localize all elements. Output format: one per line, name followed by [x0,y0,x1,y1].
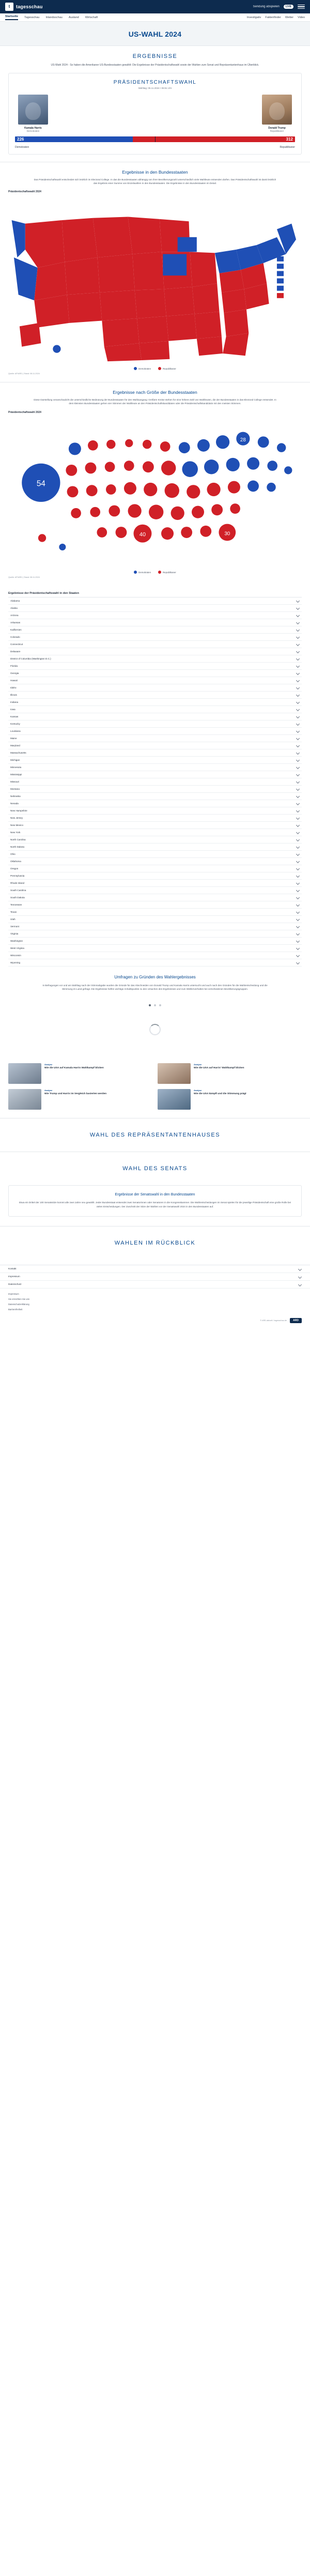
president-title: PRÄSIDENTSCHAFTSWAHL [113,79,197,85]
president-card-head [9,73,301,93]
chevron-down-icon [297,867,300,870]
survey-text: In Befragungen vor und am Wahltag nach der Stimmabgabe wurden die Gründe für das Abschneiden von Donald Trump und Kamala Harris untersucht und auch nach den Gründen für die Wahlentscheidung und die Stimmung im Land gefragt. Die Ergebnisse helfen wichtige Anhaltspunkte zu den Ursachen des Ergebnisses und zum Wählerverhalten bei verschiedenen Bevölkerungsgruppen. [42,984,268,991]
state-label: Vermont [10,925,20,928]
state-label: Wyoming [10,961,21,964]
states-map-block [0,162,310,382]
footer-link-datenschutz[interactable]: Datenschutzerklärung [8,1302,29,1306]
legend-bubble-rep: Republikaner [158,571,176,574]
state-row[interactable] [8,938,302,945]
teaser-kicker: Analyse [44,1063,53,1066]
carousel-dot[interactable] [159,1004,161,1006]
states-map-source: Quelle: AP/ARD | Stand: 08.11.2024 [8,373,40,375]
states-accordion-title: Ergebnisse der Präsidentschaftswahl in den Staaten [8,591,79,595]
state-row[interactable] [8,872,302,880]
chevron-down-icon [297,896,300,899]
chevron-down-icon [297,664,300,667]
svg-text:28: 28 [240,437,246,443]
state-label: Maryland [10,744,20,747]
brand-logo[interactable] [5,3,43,11]
state-label: Maine [10,737,17,740]
states-accordion [8,597,302,967]
state-row[interactable] [8,670,302,677]
chevron-down-icon [297,729,300,732]
state-label: Kentucky [10,722,20,725]
chevron-down-icon [297,910,300,913]
bubble-map-block [0,382,310,586]
bubble-map-caption: Präsidentschaftswahl 2024 [8,410,41,414]
chevron-down-icon [297,903,300,906]
state-label: Alabama [10,599,20,602]
electoral-bar-rep-value: 312 [286,136,293,142]
state-row[interactable] [8,909,302,916]
svg-text:54: 54 [36,479,45,488]
chevron-down-icon [297,925,300,928]
chevron-down-icon [297,758,300,761]
chevron-down-icon [297,932,300,935]
teaser-thumbnail [8,1063,41,1084]
state-label: Kansas [10,715,19,718]
brand-name: tagesschau [16,4,43,9]
teaser-card[interactable] [8,1063,152,1084]
footer [0,1265,310,1330]
live-badge[interactable]: LIVE [284,5,293,9]
retro-title: WAHLEN IM RÜCKBLICK [114,1239,196,1246]
state-row[interactable] [8,807,302,815]
state-row[interactable] [8,945,302,952]
chevron-down-icon [297,744,300,747]
chevron-down-icon [297,838,300,841]
chevron-down-icon [297,939,300,942]
state-row[interactable] [8,641,302,648]
chevron-down-icon [297,954,300,957]
state-label: Illinois [10,693,17,696]
nav-item-faktenfinder[interactable]: Faktenfinder [265,16,281,19]
state-row[interactable] [8,663,302,670]
states-map-legend [8,367,302,370]
senate-banner [0,1152,310,1185]
state-label: South Carolina [10,888,26,892]
state-label: Delaware [10,650,21,653]
nav-item-inlandsschau[interactable]: Inlandsschau [45,16,63,19]
chevron-down-icon [297,708,300,711]
state-label: North Carolina [10,838,26,841]
legend-rep: Republikaner [158,367,176,370]
results-title: ERGEBNISSE [132,53,178,59]
teaser-headline: Wie die USA auf Kamala Harris Wahlkampf blicken [44,1067,104,1070]
legend-dem: Demokraten [134,367,151,370]
candidate-trump[interactable] [258,95,296,132]
bubble-map-heading: Ergebnisse nach Größe der Bundesstaaten [113,390,197,395]
chevron-down-icon [297,642,300,646]
candidate-harris[interactable] [14,95,52,132]
house-banner [0,1118,310,1152]
state-label: Louisiana [10,729,21,732]
state-label: New York [10,831,21,834]
teaser-thumbnail [158,1063,191,1084]
state-row[interactable] [8,597,302,605]
states-map-caption: Präsidentschaftswahl 2024 [8,190,41,194]
footer-links [0,1289,310,1314]
state-label: Missouri [10,780,20,783]
state-row[interactable] [8,749,302,757]
chevron-down-icon [297,614,300,617]
logo-letter: t [8,4,10,9]
candidate-row [9,93,301,132]
state-row[interactable] [8,916,302,923]
chevron-down-icon [297,780,300,783]
teaser-kicker: Analyse [194,1063,202,1066]
chevron-down-icon [297,802,300,805]
state-row[interactable] [8,742,302,749]
state-row[interactable] [8,894,302,901]
state-row[interactable] [8,844,302,851]
state-row[interactable] [8,735,302,742]
chevron-down-icon [297,650,300,653]
chevron-down-icon [297,773,300,776]
nav-item-wirtschaft[interactable]: Wirtschaft [85,16,98,19]
state-label: Florida [10,664,18,667]
state-label: Ohio [10,852,16,855]
teaser-card[interactable] [158,1089,302,1110]
state-label: Arizona [10,614,19,617]
page-title: US-WAHL 2024 [128,30,182,38]
state-row[interactable] [8,699,302,706]
footer-link-barrierefreiheit[interactable]: Barrierefreiheit [8,1308,23,1311]
state-row[interactable] [8,887,302,894]
top-bar [0,0,310,13]
chevron-down-icon [297,823,300,826]
state-label: District of Columbia (Washington D.C.) [10,657,51,660]
bubble-map-legend [8,571,302,574]
teaser-headline: Wie Trump und Harris im Vergleich basierten werden [44,1093,107,1096]
state-row[interactable] [8,648,302,655]
chevron-down-icon [297,946,300,949]
chevron-down-icon [297,657,300,660]
chevron-down-icon [299,1267,302,1270]
state-row[interactable] [8,786,302,793]
state-row[interactable] [8,952,302,959]
state-row[interactable] [8,684,302,692]
footer-note: © ARD-aktuell / tagesschau.de [260,1319,287,1322]
chevron-down-icon [297,917,300,921]
survey-title: Umfragen zu Gründen des Wahlergebnisses [114,974,196,979]
chevron-down-icon [297,787,300,790]
footer-link-impressum[interactable]: Impressum [8,1292,19,1295]
footer-row[interactable] [0,1281,310,1289]
main-navigation [0,13,310,22]
chevron-down-icon [297,599,300,602]
logo-mark-icon [5,3,13,11]
state-label: Utah [10,917,16,921]
state-row[interactable] [8,923,302,930]
state-row[interactable] [8,778,302,786]
retro-banner [0,1226,310,1260]
state-label: Nebraska [10,794,21,798]
svg-text:40: 40 [139,531,146,538]
chevron-down-icon [297,737,300,740]
state-label: Oklahoma [10,860,21,863]
ard-logo[interactable]: ARD [290,1318,302,1323]
chevron-down-icon [297,831,300,834]
state-row[interactable] [8,612,302,619]
chevron-down-icon [297,621,300,624]
senate-info-card [8,1185,302,1216]
chevron-down-icon [297,888,300,892]
electoral-label-rep: Republikaner [280,145,295,149]
state-label: Washington [10,939,23,942]
state-label: South Dakota [10,896,25,899]
bubble-map-source: Quelle: AP/ARD | Stand: 08.11.2024 [8,576,40,578]
nav-item-video[interactable]: Video [298,16,305,19]
state-row[interactable] [8,706,302,713]
state-label: Rhode Island [10,881,25,884]
survey-block [0,967,310,1062]
state-row[interactable] [8,677,302,684]
state-row[interactable] [8,720,302,728]
state-label: Arkansas [10,621,21,624]
state-label: Massachusetts [10,751,26,754]
chevron-down-icon [297,809,300,812]
legend-bubble-dem: Demokraten [134,571,151,574]
chevron-down-icon [297,751,300,754]
state-label: Texas [10,910,17,913]
nav-item-investigativ[interactable]: Investigativ [246,16,261,19]
carousel-dot[interactable] [154,1004,156,1006]
candidate-party-trump: Republikaner [270,129,284,132]
state-label: New Hampshire [10,809,27,812]
chevron-down-icon [297,635,300,638]
chevron-down-icon [297,686,300,689]
state-row[interactable] [8,858,302,865]
nav-item-tagesschau[interactable]: Tagesschau [24,16,40,19]
footer-row-label: Datenschutz [8,1283,22,1286]
state-label: Pennsylvania [10,874,25,877]
state-row[interactable] [8,822,302,829]
footer-row-label: Impressum [8,1275,20,1278]
president-card [8,73,302,155]
teaser-card[interactable] [158,1063,302,1084]
chevron-down-icon [297,700,300,703]
chevron-down-icon [297,722,300,725]
candidate-photo-trump [262,95,292,125]
footer-row-label: Kontakt [8,1267,17,1270]
teaser-headline: Wie die USA kämpft und die Stimmung prägt [194,1093,246,1096]
state-label: Hawaii [10,679,18,682]
state-label: Kalifornien [10,628,22,631]
president-subtitle: Wahltag: 05.11.2024 • 06:51 Uhr [138,86,172,89]
state-row[interactable] [8,829,302,836]
majority-marker [155,136,156,142]
chevron-down-icon [297,852,300,855]
senate-info-title: Ergebnisse der Senatswahl in den Bundesstaaten [115,1193,195,1197]
electoral-bar [15,136,295,142]
teaser-kicker: Analyse [44,1089,53,1092]
candidate-party-harris: Demokraten [26,129,40,132]
state-row[interactable] [8,851,302,858]
state-label: Colorado [10,635,20,638]
chevron-down-icon [297,765,300,769]
states-map-heading: Ergebnisse in den Bundesstaaten [122,169,188,175]
teaser-headline: Wie die USA auf Harris' Wahlkampf blicken [194,1067,244,1070]
play-broadcast-label[interactable]: Sendung abspielen [253,5,280,8]
chevron-down-icon [297,628,300,631]
state-label: North Dakota [10,845,25,848]
state-label: Iowa [10,708,16,711]
footer-row[interactable] [0,1273,310,1281]
chevron-down-icon [299,1275,302,1278]
candidate-photo-harris [18,95,48,125]
teaser-grid [0,1061,310,1118]
nav-item-ausland[interactable]: Ausland [68,16,79,19]
chevron-down-icon [297,881,300,884]
carousel-dot[interactable] [149,1004,151,1006]
electoral-label-dem: Demokraten [15,145,29,149]
state-label: Michigan [10,758,20,761]
electoral-bar-labels [9,144,301,154]
chevron-down-icon [297,874,300,877]
state-label: Mississippi [10,773,22,776]
chevron-down-icon [297,679,300,682]
state-label: Wisconsin [10,954,21,957]
state-row[interactable] [8,728,302,735]
state-row[interactable] [8,836,302,844]
state-label: New Mexico [10,823,24,826]
chevron-down-icon [297,961,300,964]
state-label: Indiana [10,700,19,703]
nav-item-startseite[interactable]: Startseite [5,15,18,20]
state-label: West Virginia [10,946,24,949]
state-row[interactable] [8,865,302,872]
candidate-name-harris: Kamala Harris [24,126,42,130]
page-title-strip [0,22,310,46]
states-map-description: Das Präsidentschaftswahl entscheidet sich letztlich im Electoral College. In das die Bundesstaaten abhängig von ihrer Bevölkerungszahl unterschiedlich viele Wahlleute entsenden dürfen. Das Präsidentschaftswahl ist damit letztlich das Ergebnis einer Summe von Einzelwahlen in den Bundesstaaten. Die Ergebnisse in den Bundesstaaten im Detail. [34,178,276,185]
senate-title: WAHL DES SENATS [122,1166,188,1172]
chevron-down-icon [299,1283,302,1286]
state-row[interactable] [8,713,302,720]
footer-row[interactable] [0,1265,310,1273]
state-label: Oregon [10,867,19,870]
chevron-down-icon [297,794,300,798]
teaser-thumbnail [8,1089,41,1110]
senate-info-text: Etwa ein Drittel der 100 Senatssitze kommt alle zwei Jahre neu gewählt. Jeder Bundesstaat entsendet zwei Senatorinnen oder Senatoren in die Kongresskammer. Die Wahlentscheidungen im Senat spielen für die jeweilige Präsidentschaft eine große Rolle bei vielen Entscheidungen. Der Zuschnitt der Sitze der Wahlen vor der Senatswahl 2024 in den Bundesstaaten auf. [19,1201,291,1208]
state-label: Tennessee [10,903,22,906]
state-row[interactable] [8,793,302,800]
teaser-card[interactable] [8,1089,152,1110]
footer-link-kontakt[interactable]: Sie erreichten Sie uns [8,1297,29,1300]
chevron-down-icon [297,693,300,696]
chevron-down-icon [297,845,300,848]
chevron-down-icon [297,671,300,674]
elector-summary [52,129,258,132]
candidate-name-trump: Donald Trump [268,126,286,130]
svg-text:30: 30 [224,531,230,537]
teaser-kicker: Analyse [194,1089,202,1092]
state-row[interactable] [8,655,302,663]
results-text: US-Wahl 2024 - So haben die Amerikaner US-Bundesstaaten gewählt: Die Ergebnisse der Präsidentschaftswahl sowie der Wahlen zum Senat und Repräsentantenhaus im Überblick. [51,64,259,67]
us-states-map[interactable] [8,195,302,365]
state-label: Montana [10,787,20,790]
chevron-down-icon [297,816,300,819]
carousel-dots[interactable] [8,1004,302,1006]
state-row[interactable] [8,605,302,612]
state-label: Minnesota [10,765,22,769]
state-label: New Jersey [10,816,23,819]
chevron-down-icon [297,715,300,718]
state-row[interactable] [8,880,302,887]
teaser-thumbnail [158,1089,191,1110]
top-bar-right [253,5,305,9]
bubble-map-description: Diese Darstellung veranschaulicht die unterschiedliche Bedeutung der Bundesstaaten für den Wahlausgang: Größere Kreise stehen für eine höhere Zahl von Wahlleuten, die der Bundesstaaten in das Electoral College entsendet. In dem kleinsten Bundesstaaten gehen vier Stimmen der Wahlleute an den Präsidentschaftskandidaten oder die Präsidentschaftskandidatin mit den meisten Stimmen. [34,398,276,405]
state-row[interactable] [8,930,302,938]
chevron-down-icon [297,860,300,863]
electoral-bar-rep [133,136,295,142]
us-bubble-map[interactable] [8,416,302,569]
state-row[interactable] [8,800,302,807]
state-row[interactable] [8,901,302,909]
state-row[interactable] [8,757,302,764]
footer-bottom [0,1314,310,1330]
state-row[interactable] [8,815,302,822]
state-label: Virginia [10,932,19,935]
state-row[interactable] [8,764,302,771]
menu-icon[interactable] [298,5,305,9]
nav-item-wetter[interactable]: Wetter [285,16,294,19]
state-label: Idaho [10,686,17,689]
state-row[interactable] [8,771,302,778]
state-label: Nevada [10,802,19,805]
house-title: WAHL DES REPRÄSENTANTENHAUSES [89,1132,221,1139]
electoral-bar-dem-value: 226 [17,136,24,142]
state-label: Georgia [10,671,19,674]
state-row[interactable] [8,692,302,699]
nav-secondary [247,16,305,19]
state-row[interactable] [8,959,302,967]
state-label: Alaska [10,606,18,609]
chevron-down-icon [297,606,300,609]
state-row[interactable] [8,634,302,641]
state-row[interactable] [8,626,302,634]
results-intro [0,46,310,73]
electoral-bar-dem [15,136,133,142]
loading-spinner-icon [149,1024,161,1035]
state-label: Connecticut [10,642,23,646]
state-row[interactable] [8,619,302,626]
